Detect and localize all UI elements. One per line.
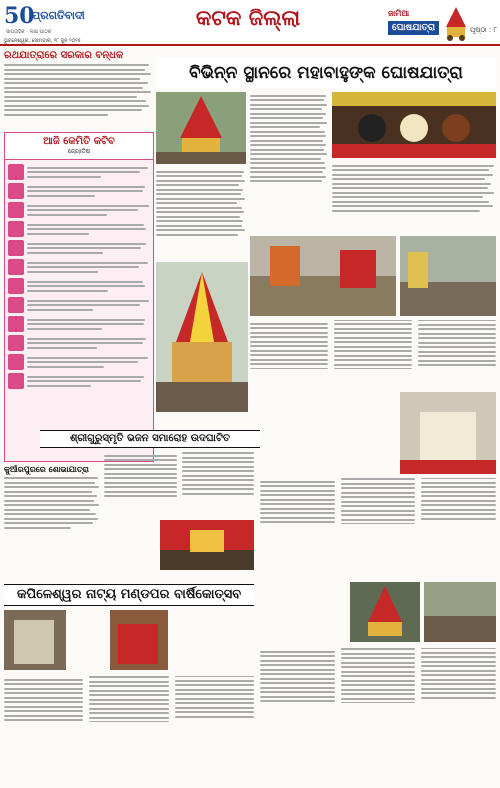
zodiac-icon	[8, 259, 24, 275]
zodiac-row	[8, 278, 150, 294]
culture-event-article	[104, 452, 254, 498]
drama-image-1	[4, 610, 66, 670]
zodiac-icon	[8, 335, 24, 351]
drama-photo-1	[4, 610, 66, 670]
crowd-image-2	[400, 236, 496, 316]
deities-image	[332, 92, 496, 158]
chariot-photo-3	[350, 582, 420, 642]
crowd-photo-1	[250, 236, 396, 316]
tall-chariot-image	[156, 262, 248, 412]
zodiac-icon	[8, 221, 24, 237]
zodiac-icon	[8, 278, 24, 294]
stage-image	[160, 520, 254, 570]
temple-image	[400, 392, 496, 474]
chariot-photo-2	[156, 262, 248, 412]
zodiac-icon	[8, 240, 24, 256]
zodiac-icon	[8, 373, 24, 389]
logo-tagline: ସାପ୍ତାହିକ · ଲକ୍ଷ ପାଠକ	[6, 29, 52, 35]
crowd-photo-3	[424, 582, 496, 642]
zodiac-icon	[8, 202, 24, 218]
main-headline: ବିଭିନ୍ନ ସ୍ଥାନରେ ମହାବାହୁଙ୍କ ଘୋଷଯାତ୍ରା	[189, 63, 463, 83]
zodiac-row	[8, 259, 150, 275]
chariot-icon	[442, 5, 470, 41]
zodiac-row	[8, 240, 150, 256]
drama-photo-2	[110, 610, 168, 670]
horoscope-title: ଆଜି କେମିତି କଟିବ	[43, 136, 115, 147]
left-top-headline: ରଥଯାତ୍ରାରେ ସରକାର ବନ୍ଧକ	[4, 50, 124, 61]
crowd-image-3	[424, 582, 496, 642]
temple-photo	[400, 392, 496, 474]
left-top-article	[4, 50, 152, 118]
anniversary-headline: କପିଳେଶ୍ୱର ନାଟ୍ୟ ମଣ୍ଡପର ବାର୍ଷିକୋତ୍ସବ	[16, 587, 242, 602]
right-top-article	[332, 162, 496, 214]
crowd-image	[250, 236, 396, 316]
badge-bottom-text: ଘୋଷଯାତ୍ରା	[388, 21, 439, 35]
zodiac-row	[8, 202, 150, 218]
logo-anniversary-number: 50	[4, 3, 35, 29]
logo-paper-name: ପ୍ରଗତିବାଦୀ	[32, 9, 85, 22]
zodiac-row	[8, 183, 150, 199]
article-body	[104, 452, 254, 498]
anniversary-banner	[4, 584, 254, 606]
bottom-right-article	[260, 648, 496, 703]
chariot-image-3	[350, 582, 420, 642]
culture-event-banner	[40, 430, 260, 448]
zodiac-icon	[8, 164, 24, 180]
page-title: କଟକ ଜିଲ୍ଲା	[195, 6, 301, 30]
article-body	[156, 171, 246, 236]
newspaper-logo[interactable]	[4, 3, 124, 41]
badge-top-text: ଜାମିଆ	[388, 9, 410, 18]
zodiac-row	[8, 221, 150, 237]
rath-yatra-badge	[384, 3, 470, 43]
drama-image-2	[110, 610, 168, 670]
article-body	[260, 478, 496, 524]
article-body	[4, 676, 254, 722]
zodiac-icon	[8, 354, 24, 370]
masthead	[0, 0, 500, 46]
zodiac-row	[8, 316, 150, 332]
right-lower-article	[260, 478, 496, 524]
dateline: ଭୁବନେଶ୍ୱର, ସୋମବାର, ୨୮ ଜୁନ ୨୦୨୫	[4, 38, 81, 44]
stage-event-photo	[160, 520, 254, 570]
article-body	[332, 165, 496, 212]
left-mid-headline: କୁଆଁରପୁରରେ ଶୋଭାଯାତ୍ରା	[4, 465, 89, 474]
article-body	[4, 477, 100, 529]
zodiac-row	[8, 164, 150, 180]
article-body	[4, 64, 152, 116]
zodiac-icon	[8, 297, 24, 313]
middle-article	[250, 320, 496, 369]
horoscope-author: ଜ୍ୟୋତିଷ	[67, 148, 91, 155]
chariot-photo-1	[156, 92, 246, 164]
deities-photo	[332, 92, 496, 158]
zodiac-row	[8, 297, 150, 313]
zodiac-icon	[8, 183, 24, 199]
center-left-article	[156, 168, 246, 238]
crowd-photo-2	[400, 236, 496, 316]
chariot-image	[156, 92, 246, 164]
culture-event-headline: ଶ୍ରୀଗୁରୁସ୍ମୃତି ଭଜନ ସମାରୋହ ଉଦଘାଟିତ	[69, 433, 231, 444]
anniversary-article	[4, 676, 254, 722]
page-number: ପୃଷ୍ଠା : ୮	[470, 26, 498, 34]
article-body	[260, 648, 496, 703]
zodiac-icon	[8, 316, 24, 332]
center-article	[250, 92, 328, 185]
zodiac-row	[8, 354, 150, 370]
left-mid-article	[4, 466, 100, 531]
article-body	[250, 320, 496, 369]
zodiac-row	[8, 373, 150, 389]
article-body	[250, 95, 328, 183]
main-headline-banner	[156, 58, 496, 88]
zodiac-row	[8, 335, 150, 351]
zodiac-list	[5, 160, 153, 393]
horoscope-box	[4, 132, 154, 462]
